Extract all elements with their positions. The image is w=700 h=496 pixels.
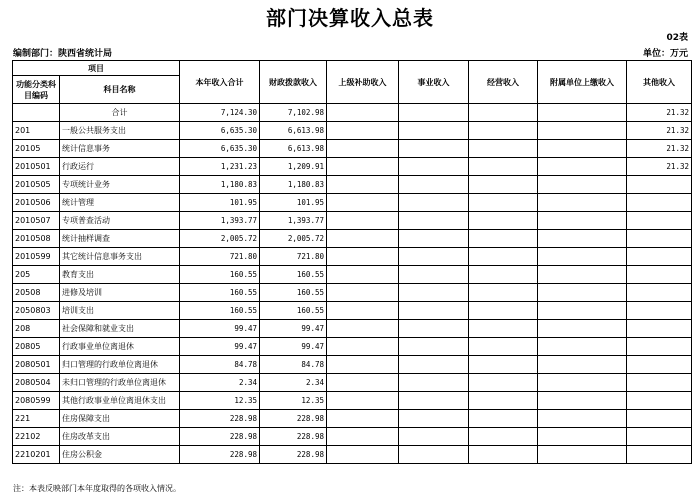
row-superior <box>327 374 399 392</box>
row-affiliated <box>538 122 627 140</box>
row-superior <box>327 176 399 194</box>
row-business <box>399 374 469 392</box>
row-fiscal: 12.35 <box>260 392 327 410</box>
table-row <box>13 284 692 302</box>
row-operating <box>469 302 538 320</box>
row-other <box>627 284 692 302</box>
income-summary-table <box>12 60 692 464</box>
row-business <box>399 230 469 248</box>
table-row <box>13 122 692 140</box>
row-other <box>627 338 692 356</box>
row-code: 2010507 <box>13 212 60 230</box>
table-row <box>13 158 692 176</box>
row-total: 228.98 <box>180 446 260 464</box>
row-code: 208 <box>13 320 60 338</box>
row-affiliated <box>538 392 627 410</box>
row-other <box>627 248 692 266</box>
row-business <box>399 212 469 230</box>
row-name: 合计 <box>60 104 180 122</box>
row-fiscal: 1,209.91 <box>260 158 327 176</box>
table-row <box>13 266 692 284</box>
row-code: 22102 <box>13 428 60 446</box>
table-row <box>13 212 692 230</box>
row-name: 统计管理 <box>60 194 180 212</box>
header-item: 项目 <box>13 61 180 76</box>
table-row <box>13 374 692 392</box>
row-affiliated <box>538 140 627 158</box>
row-affiliated <box>538 410 627 428</box>
row-operating <box>469 230 538 248</box>
row-affiliated <box>538 176 627 194</box>
row-name: 进修及培训 <box>60 284 180 302</box>
row-business <box>399 284 469 302</box>
row-business <box>399 158 469 176</box>
row-fiscal: 228.98 <box>260 410 327 428</box>
row-superior <box>327 230 399 248</box>
row-operating <box>469 374 538 392</box>
header-col-other: 其他收入 <box>627 61 692 104</box>
row-fiscal: 1,393.77 <box>260 212 327 230</box>
row-superior <box>327 356 399 374</box>
row-superior <box>327 266 399 284</box>
row-business <box>399 356 469 374</box>
table-row <box>13 230 692 248</box>
report-title: 部门决算收入总表 <box>266 6 434 30</box>
row-total: 6,635.30 <box>180 122 260 140</box>
row-total: 2.34 <box>180 374 260 392</box>
row-business <box>399 428 469 446</box>
row-fiscal: 6,613.98 <box>260 122 327 140</box>
row-name: 专项普查活动 <box>60 212 180 230</box>
row-total: 160.55 <box>180 302 260 320</box>
row-affiliated <box>538 212 627 230</box>
row-name: 住房保障支出 <box>60 410 180 428</box>
row-code: 2010505 <box>13 176 60 194</box>
header-col-business: 事业收入 <box>399 61 469 104</box>
row-affiliated <box>538 320 627 338</box>
row-fiscal: 99.47 <box>260 338 327 356</box>
row-code: 205 <box>13 266 60 284</box>
row-superior <box>327 158 399 176</box>
table-row <box>13 392 692 410</box>
row-code <box>13 104 60 122</box>
row-other <box>627 392 692 410</box>
row-other <box>627 428 692 446</box>
row-other: 21.32 <box>627 140 692 158</box>
row-operating <box>469 194 538 212</box>
row-superior <box>327 338 399 356</box>
row-name: 归口管理的行政单位离退休 <box>60 356 180 374</box>
table-row <box>13 446 692 464</box>
row-business <box>399 302 469 320</box>
row-superior <box>327 446 399 464</box>
row-other: 21.32 <box>627 158 692 176</box>
row-other: 21.32 <box>627 122 692 140</box>
row-other <box>627 230 692 248</box>
row-other <box>627 194 692 212</box>
row-total: 721.80 <box>180 248 260 266</box>
row-superior <box>327 392 399 410</box>
table-row <box>13 194 692 212</box>
row-other <box>627 302 692 320</box>
header-col-affiliated: 附属单位上缴收入 <box>538 61 627 104</box>
row-business <box>399 338 469 356</box>
row-affiliated <box>538 428 627 446</box>
row-total: 99.47 <box>180 320 260 338</box>
row-fiscal: 7,102.98 <box>260 104 327 122</box>
row-operating <box>469 266 538 284</box>
row-total: 84.78 <box>180 356 260 374</box>
row-business <box>399 194 469 212</box>
row-operating <box>469 338 538 356</box>
row-name: 培训支出 <box>60 302 180 320</box>
row-code: 2010599 <box>13 248 60 266</box>
row-total: 160.55 <box>180 266 260 284</box>
row-affiliated <box>538 104 627 122</box>
row-name: 教育支出 <box>60 266 180 284</box>
row-superior <box>327 122 399 140</box>
row-affiliated <box>538 158 627 176</box>
row-code: 201 <box>13 122 60 140</box>
table-row <box>13 356 692 374</box>
row-name: 其它统计信息事务支出 <box>60 248 180 266</box>
row-total: 228.98 <box>180 428 260 446</box>
row-other <box>627 320 692 338</box>
row-code: 2010506 <box>13 194 60 212</box>
row-fiscal: 2.34 <box>260 374 327 392</box>
row-operating <box>469 284 538 302</box>
row-superior <box>327 302 399 320</box>
row-operating <box>469 320 538 338</box>
row-business <box>399 248 469 266</box>
table-row <box>13 410 692 428</box>
row-affiliated <box>538 266 627 284</box>
row-name: 行政运行 <box>60 158 180 176</box>
row-superior <box>327 410 399 428</box>
row-operating <box>469 176 538 194</box>
row-total: 2,005.72 <box>180 230 260 248</box>
row-total: 1,393.77 <box>180 212 260 230</box>
row-operating <box>469 356 538 374</box>
row-total: 228.98 <box>180 410 260 428</box>
row-affiliated <box>538 338 627 356</box>
row-name: 住房公积金 <box>60 446 180 464</box>
table-row <box>13 338 692 356</box>
row-operating <box>469 446 538 464</box>
row-affiliated <box>538 194 627 212</box>
row-affiliated <box>538 302 627 320</box>
row-name: 统计抽样调查 <box>60 230 180 248</box>
row-affiliated <box>538 230 627 248</box>
row-operating <box>469 140 538 158</box>
row-superior <box>327 428 399 446</box>
row-affiliated <box>538 374 627 392</box>
row-fiscal: 160.55 <box>260 266 327 284</box>
row-name: 其他行政事业单位离退休支出 <box>60 392 180 410</box>
row-fiscal: 99.47 <box>260 320 327 338</box>
row-name: 行政事业单位离退休 <box>60 338 180 356</box>
row-other <box>627 266 692 284</box>
row-business <box>399 392 469 410</box>
row-code: 2080504 <box>13 374 60 392</box>
row-code: 20105 <box>13 140 60 158</box>
row-fiscal: 228.98 <box>260 428 327 446</box>
row-name: 未归口管理的行政单位离退休 <box>60 374 180 392</box>
row-other: 21.32 <box>627 104 692 122</box>
row-total: 160.55 <box>180 284 260 302</box>
row-name: 专项统计业务 <box>60 176 180 194</box>
row-business <box>399 446 469 464</box>
row-fiscal: 101.95 <box>260 194 327 212</box>
footnote: 注：本表反映部门本年度取得的各项收入情况。 <box>13 484 181 493</box>
row-business <box>399 320 469 338</box>
row-fiscal: 160.55 <box>260 302 327 320</box>
row-operating <box>469 122 538 140</box>
row-fiscal: 160.55 <box>260 284 327 302</box>
row-superior <box>327 248 399 266</box>
row-other <box>627 212 692 230</box>
header-name: 科目名称 <box>60 76 180 104</box>
table-row <box>13 302 692 320</box>
row-superior <box>327 284 399 302</box>
row-code: 2010508 <box>13 230 60 248</box>
row-code: 20805 <box>13 338 60 356</box>
row-superior <box>327 194 399 212</box>
row-affiliated <box>538 356 627 374</box>
row-other <box>627 446 692 464</box>
row-business <box>399 410 469 428</box>
row-affiliated <box>538 284 627 302</box>
row-name: 住房改革支出 <box>60 428 180 446</box>
row-code: 221 <box>13 410 60 428</box>
row-total: 1,180.83 <box>180 176 260 194</box>
row-code: 2080501 <box>13 356 60 374</box>
table-row <box>13 248 692 266</box>
row-operating <box>469 248 538 266</box>
row-code: 20508 <box>13 284 60 302</box>
row-total: 12.35 <box>180 392 260 410</box>
header-col-total: 本年收入合计 <box>180 61 260 104</box>
row-total: 99.47 <box>180 338 260 356</box>
row-affiliated <box>538 446 627 464</box>
row-other <box>627 374 692 392</box>
row-operating <box>469 428 538 446</box>
header-col-fiscal: 财政拨款收入 <box>260 61 327 104</box>
row-affiliated <box>538 248 627 266</box>
row-fiscal: 84.78 <box>260 356 327 374</box>
row-code: 2210201 <box>13 446 60 464</box>
row-business <box>399 266 469 284</box>
row-total: 101.95 <box>180 194 260 212</box>
row-superior <box>327 140 399 158</box>
row-fiscal: 228.98 <box>260 446 327 464</box>
row-superior <box>327 212 399 230</box>
row-name: 统计信息事务 <box>60 140 180 158</box>
table-row <box>13 320 692 338</box>
row-fiscal: 721.80 <box>260 248 327 266</box>
row-code: 2080599 <box>13 392 60 410</box>
row-total: 7,124.30 <box>180 104 260 122</box>
row-name: 一般公共服务支出 <box>60 122 180 140</box>
row-superior <box>327 320 399 338</box>
row-business <box>399 122 469 140</box>
row-operating <box>469 212 538 230</box>
row-business <box>399 176 469 194</box>
header-col-superior: 上级补助收入 <box>327 61 399 104</box>
row-fiscal: 6,613.98 <box>260 140 327 158</box>
row-fiscal: 1,180.83 <box>260 176 327 194</box>
unit-label: 单位：万元 <box>642 49 688 59</box>
department-label: 编制部门：陕西省统计局 <box>13 49 113 59</box>
row-operating <box>469 104 538 122</box>
table-row <box>13 428 692 446</box>
row-code: 2010501 <box>13 158 60 176</box>
row-total: 6,635.30 <box>180 140 260 158</box>
row-business <box>399 104 469 122</box>
table-row <box>13 140 692 158</box>
row-operating <box>469 392 538 410</box>
row-operating <box>469 410 538 428</box>
table-row <box>13 104 692 122</box>
row-total: 1,231.23 <box>180 158 260 176</box>
row-fiscal: 2,005.72 <box>260 230 327 248</box>
table-row <box>13 176 692 194</box>
row-other <box>627 356 692 374</box>
row-other <box>627 176 692 194</box>
row-other <box>627 410 692 428</box>
row-business <box>399 140 469 158</box>
form-code: 02表 <box>666 33 688 43</box>
header-func-code: 功能分类科目编码 <box>13 76 60 104</box>
row-code: 2050803 <box>13 302 60 320</box>
row-operating <box>469 158 538 176</box>
header-col-operating: 经营收入 <box>469 61 538 104</box>
row-name: 社会保障和就业支出 <box>60 320 180 338</box>
row-superior <box>327 104 399 122</box>
